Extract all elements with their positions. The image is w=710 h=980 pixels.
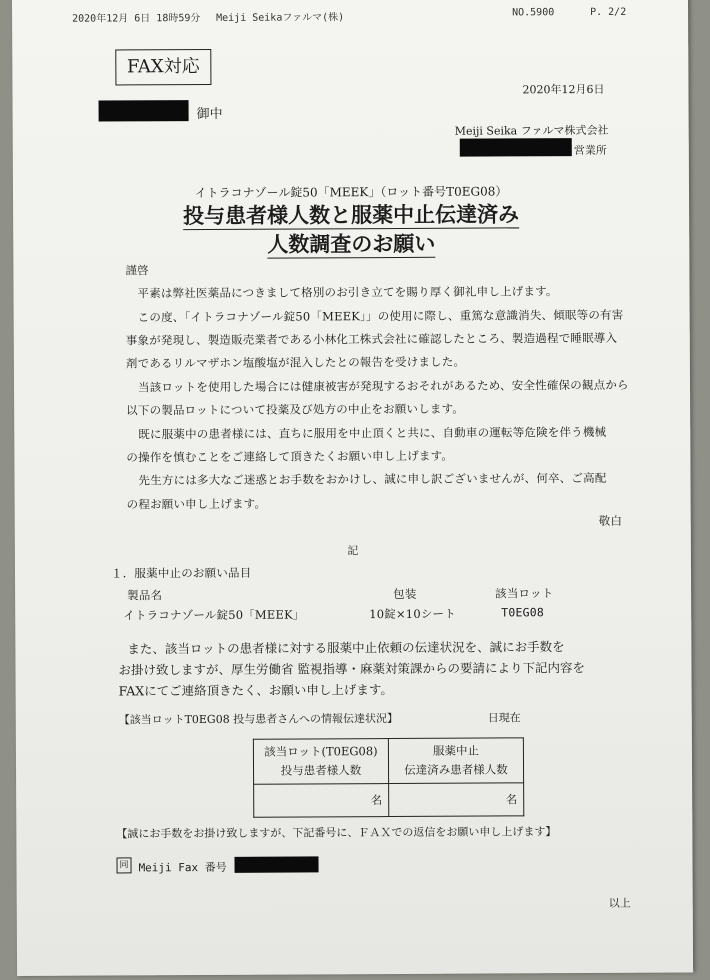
document-subtitle: イトラコナゾール錠50「MEEK」（ロット番号T0EG08） bbox=[194, 184, 508, 201]
notified-count-cell[interactable] bbox=[389, 783, 524, 817]
report-heading: 【該当ロットT0EG08 投与患者さんへの情報伝達状況】 bbox=[118, 711, 399, 727]
end-marker: 以上 bbox=[608, 896, 631, 910]
document-date: 2020年12月6日 bbox=[522, 82, 605, 97]
title-line1-wrap bbox=[13, 197, 689, 231]
report-col1-header bbox=[253, 739, 388, 785]
paragraph-line: の操作を慎むことをご連絡して頂きたくお願い申し上げます。 bbox=[126, 448, 454, 465]
report-col2-line2: 伝達済み患者様人数 bbox=[404, 762, 508, 777]
recipient-redaction bbox=[99, 100, 189, 121]
paragraph-line: 剤であるリルマザホン塩酸塩が混入したとの報告を受けました。 bbox=[125, 354, 466, 371]
paragraph-line: 当該ロットを使用した場合には健康被害が発現するおそれがあるため、安全性確保の観点から bbox=[137, 377, 629, 395]
report-table bbox=[253, 737, 524, 817]
column-lot: 該当ロット bbox=[495, 586, 554, 601]
patient-count-unit: 名 bbox=[370, 793, 383, 808]
fax-document bbox=[12, 0, 693, 976]
paragraph-line: 先生方には多大なご迷惑とお手数をおかけし、誠に申し訳ございませんが、何卒、ご高配 bbox=[138, 470, 607, 488]
fax-number-label: Meiji Fax 番号 bbox=[138, 860, 227, 875]
paragraph-line: 平素は弊社医薬品につきまして格別のお引き立てを賜り厚く御礼申し上げます。 bbox=[137, 284, 558, 301]
paragraph-line: の程お願い申し上げます。 bbox=[126, 496, 267, 512]
report-col2-line1: 服薬中止 bbox=[432, 743, 479, 758]
fax-number-redaction bbox=[234, 856, 318, 872]
fax-icon: 同 bbox=[116, 857, 131, 873]
document-title-line2: 人数調査のお願い bbox=[267, 230, 436, 257]
fax-number: NO.5900 bbox=[512, 7, 555, 19]
paragraph-line: 事象が発現し、製造販売業者である小林化工株式会社に確認したところ、製造過程で睡眠導入 bbox=[125, 330, 618, 348]
section1-heading: １．服薬中止のお願い品目 bbox=[110, 565, 252, 581]
fax-datetime: 2020年12月 6日 18時59分 bbox=[72, 13, 201, 25]
report-table-header-row bbox=[253, 738, 523, 784]
report-col1-line1: 該当ロット(T0EG08) bbox=[264, 744, 378, 759]
request-line: お掛け致しますが、厚生労働省 監視指導・麻薬対策課からの要請により下記内容を bbox=[118, 660, 586, 678]
office-redaction bbox=[460, 138, 572, 157]
ki-marker: 記 bbox=[347, 544, 359, 558]
request-line: FAXにてご連絡頂きたく、お願い申し上げます。 bbox=[118, 682, 393, 699]
fax-stamp: FAX対応 bbox=[115, 49, 211, 86]
product-lot: T0EG08 bbox=[501, 605, 544, 620]
product-package: 10錠×10シート bbox=[369, 606, 456, 622]
recipient-suffix: 御中 bbox=[196, 106, 223, 123]
reply-note: 【誠にお手数をお掛け致しますが、下記番号に、ＦＡＸでの返信をお願い申し上げます】 bbox=[116, 825, 557, 841]
column-package: 包装 bbox=[393, 586, 417, 602]
report-col1-line2: 投与患者様人数 bbox=[280, 763, 362, 778]
office-suffix: 営業所 bbox=[573, 143, 607, 158]
column-product: 製品名 bbox=[127, 588, 163, 603]
report-table-value-row bbox=[254, 783, 524, 817]
fax-sender: Meiji Seikaファルマ(株) bbox=[216, 12, 345, 24]
document-title-line1: 投与患者様人数と服薬中止伝達済み bbox=[183, 201, 520, 229]
report-col2-header bbox=[388, 738, 523, 784]
greeting: 謹啓 bbox=[125, 263, 149, 278]
closing: 敬白 bbox=[598, 513, 623, 528]
paragraph-line: 以下の製品ロットについて投薬及び処方の中止をお願いします。 bbox=[126, 401, 465, 418]
report-as-of: 日現在 bbox=[487, 711, 521, 725]
sender-company: Meiji Seika ファルマ株式会社 bbox=[454, 123, 609, 138]
notified-count-unit: 名 bbox=[505, 792, 518, 807]
request-line: また、該当ロットの患者様に対する服薬中止依頼の伝達状況を、誠にお手数を bbox=[127, 639, 565, 657]
paragraph-line: この度、「イトラコナゾール錠50「MEEK」」の使用に際し、重篤な意識消失、傾眠等の有害 bbox=[137, 307, 624, 325]
fax-page: P. 2/2 bbox=[590, 6, 627, 18]
product-name: イトラコナゾール錠50「MEEK」 bbox=[123, 607, 305, 623]
title-line2-wrap bbox=[13, 226, 689, 260]
paragraph-line: 既に服薬中の患者様には、直ちに服用を中止頂くと共に、自動車の運転等危険を伴う機械 bbox=[138, 424, 607, 442]
patient-count-cell[interactable] bbox=[254, 784, 389, 818]
